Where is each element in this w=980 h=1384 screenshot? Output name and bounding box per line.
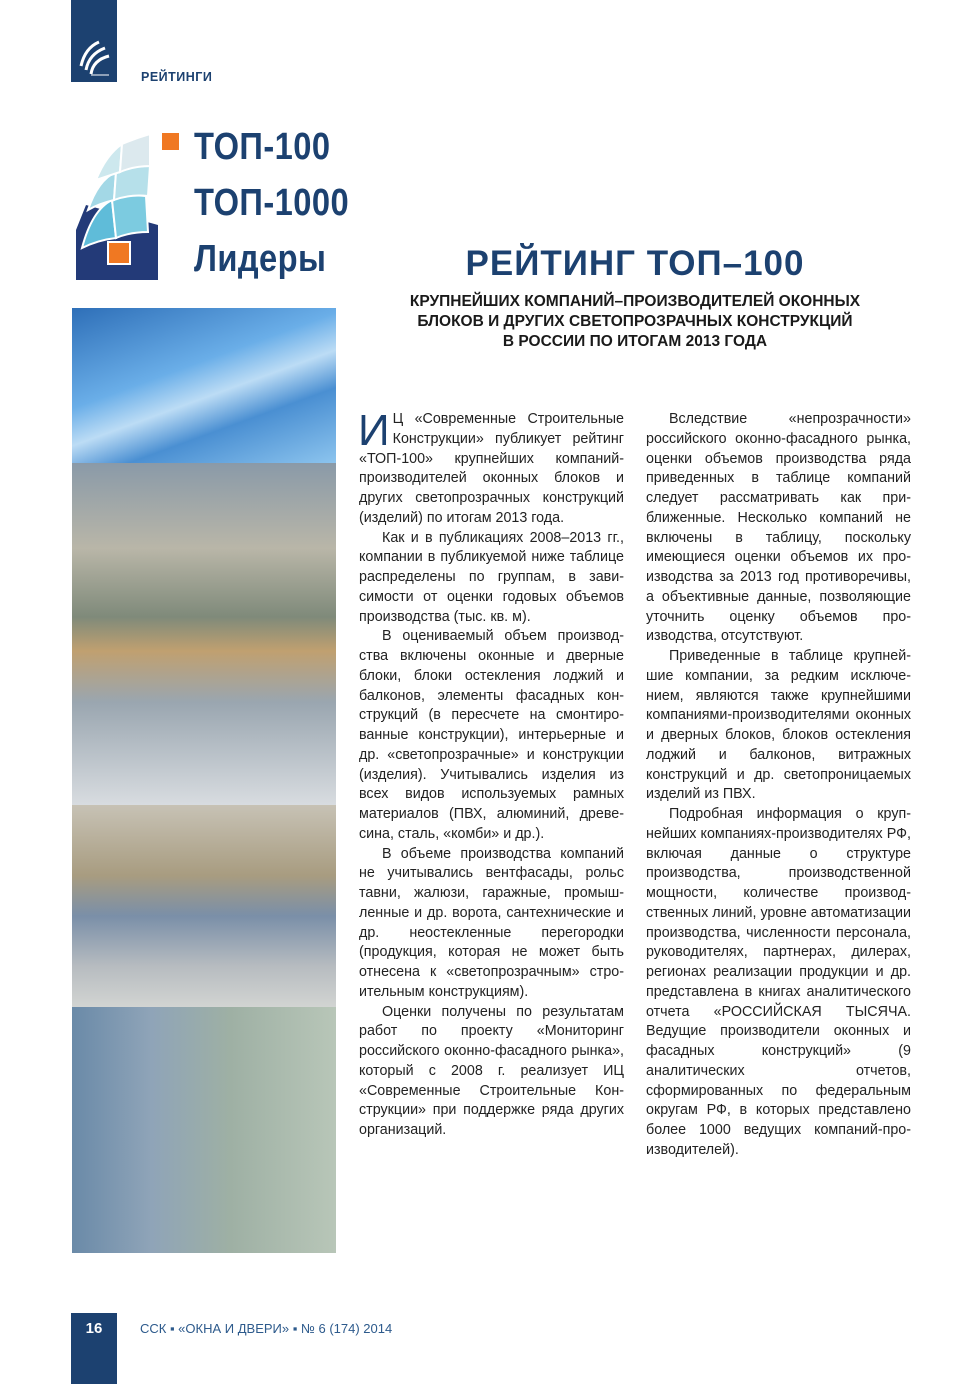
paragraph: В объеме производства компаний не учитывались вентфасады, рольс тавни, жалюзи, гаражные, промышленные и др. ворота, сантехнические и др. неостекленные перегородки (продукция, которая не может быть отнесена к «светопрозрачным» строительным конструкциям). — [359, 845, 624, 1000]
header-tab — [71, 0, 117, 82]
subtitle-line: КРУПНЕЙШИХ КОМПАНИЙ–ПРОИЗВОДИТЕЛЕЙ ОКОННЫХ — [409, 293, 861, 310]
brand-line-leaders: Лидеры — [194, 238, 327, 280]
paragraph: Подробная информация о крупнейших компаниях-производителях РФ, включая данные о структуре производства, производственной мощности, количестве производственных линий, уровне автоматизации производства, численности персонала, руководителях, партнерах, дилерах, регионах реализации продукции и др. представлена в книгах аналитического отчета «РОССИЙСКАЯ ТЫСЯЧА. Ведущие производители оконных и фасадных конструкций» (9 аналитических отчетов, сформированных по федеральным округам РФ, в которых представлено более 1000 ведущих компаний-производителей). — [646, 806, 911, 1158]
paragraph: Как и в публикациях 2008–2013 гг., компании в публикуемой ниже таблице распределены по группам, в зависимости от оценки годовых объемов производства (тыс. кв. м). — [359, 529, 624, 625]
factory-line-photo — [72, 463, 336, 805]
paragraph: Оценки получены по результатам работ по проекту «Мониторинг российского оконно-фасадного рынка», который с 2008 г. реализует ИЦ «Современные Строительные Конструкции» при поддержке ряда других организаций. — [359, 1003, 624, 1138]
page-number: 16 — [85, 1320, 103, 1337]
paragraph — [358, 406, 624, 529]
subtitle-line: БЛОКОВ И ДРУГИХ СВЕТОПРОЗРАЧНЫХ КОНСТРУКЦИЙ — [417, 313, 853, 330]
magazine-logo-icon — [77, 36, 111, 76]
paragraph-text: Ц «Современные Строительные Конструкции» публикует рейтинг «ТОП-100» крупнейших компаний-производителей оконных блоков и других светопрозрачных конструкций (изделий) по итогам 2013 года. — [359, 411, 624, 526]
subtitle-line: В РОССИИ ПО ИТОГАМ 2013 ГОДА — [502, 333, 768, 350]
brand-line-top1000: ТОП-1000 — [194, 182, 350, 224]
article-subtitle — [350, 292, 920, 352]
publication-info: ССК ▪ «ОКНА И ДВЕРИ» ▪ № 6 (174) 2014 — [140, 1321, 393, 1336]
brand-line-top100: ТОП-100 — [194, 126, 331, 168]
window-frame-photo — [72, 308, 336, 463]
text-column-2 — [646, 410, 911, 1161]
paragraph: В оцениваемый объем производства включены оконные и дверные блоки, блоки остекления лоджий и балконов, элементы фасадных конструкций (в пересчете на смонтированные конструкции), интерьерные и др. «светопрозрачные» и конструкции (изделия). Учитывались изделия из всех видов используемых рамных материалов (ПВХ, алюминий, древесина, сталь, «комби» и др.). — [359, 628, 624, 842]
photo-strip — [72, 308, 336, 1253]
drop-cap: И — [358, 406, 390, 455]
workshop-photo — [72, 805, 336, 1007]
article-title: РЕЙТИНГ ТОП–100 — [465, 244, 805, 283]
section-label: РЕЙТИНГИ — [141, 70, 213, 84]
footer-tab — [71, 1313, 117, 1384]
paragraph: Приведенные в таблице крупнейшие компании, за редким исключением, являются также крупнейшими компаниями-производителями оконных и дверных блоков, блоков остекления лоджий и балконов, витражных конструкций и др. светопроницаемых изделий из ПВХ. — [646, 648, 911, 803]
text-column-1 — [358, 406, 624, 1141]
machine-photo — [72, 1007, 336, 1253]
paragraph: Вследствие «непрозрачности» российского оконно-фасадного рынка, оценки объемов производства ряда приведенных в таблице компаний следует рассматривать как приближенные. Несколько компаний не включены в таблицу, поскольку имеющиеся оценки объемов их производства за 2013 год противоречивы, а объективные данные, позволяющие уточнить оценку объемов производства, отсутствуют. — [646, 411, 911, 645]
top100-logo-icon — [72, 130, 182, 282]
